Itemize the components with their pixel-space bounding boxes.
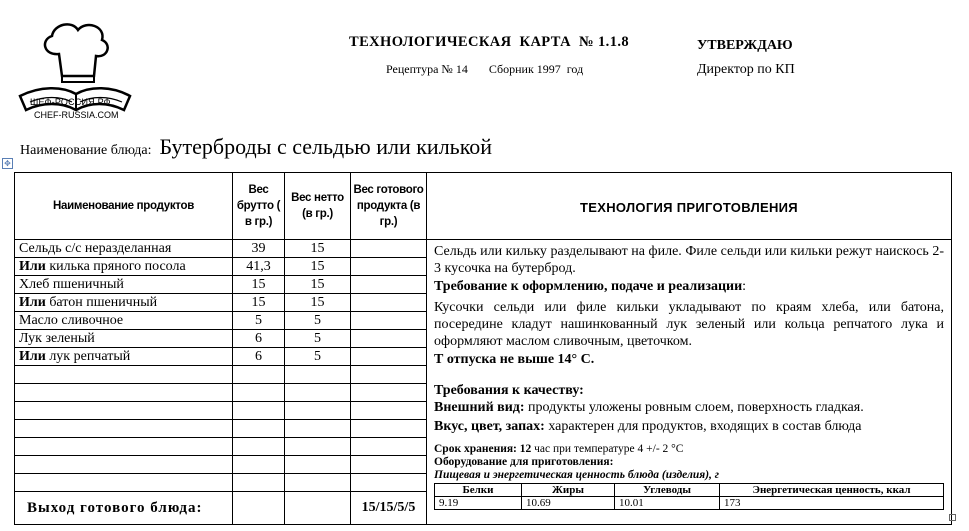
ingredient-name: Или лук репчатый: [15, 348, 233, 366]
dish-line: [20, 134, 492, 160]
ready-weight: [351, 330, 427, 348]
energy-header: Энергетическая ценность, ккал: [720, 484, 944, 497]
empty-cell: [15, 456, 233, 474]
empty-cell: [15, 366, 233, 384]
table-move-handle-icon[interactable]: ✥: [2, 158, 13, 169]
empty-cell: [351, 402, 427, 420]
net-weight: 5: [285, 312, 351, 330]
ingredient-name: Масло сливочное: [15, 312, 233, 330]
empty-cell: [285, 456, 351, 474]
empty-cell: [351, 366, 427, 384]
empty-cell: [351, 456, 427, 474]
carbs-header: Углеводы: [615, 484, 720, 497]
ready-weight: [351, 240, 427, 258]
net-weight: 5: [285, 348, 351, 366]
technology-text: [427, 240, 952, 525]
net-weight: 15: [285, 240, 351, 258]
gross-weight: 39: [233, 240, 285, 258]
empty-cell: [285, 402, 351, 420]
output-label: Выход готового блюда:: [15, 492, 233, 525]
empty-cell: [285, 366, 351, 384]
protein-header: Белки: [435, 484, 522, 497]
empty-cell: [351, 438, 427, 456]
empty-cell: [15, 420, 233, 438]
empty-cell: [15, 384, 233, 402]
approve-label: УТВЕРЖДАЮ: [697, 38, 793, 53]
empty-cell: [233, 420, 285, 438]
empty-cell: [233, 492, 285, 525]
empty-cell: [351, 384, 427, 402]
table-resize-handle-icon[interactable]: [949, 514, 956, 521]
logo-text-ru: ШЕФ-РОССИЯ.РФ: [30, 97, 111, 107]
empty-cell: [15, 402, 233, 420]
ready-weight: [351, 294, 427, 312]
card-title: ТЕХНОЛОГИЧЕСКАЯ КАРТА № 1.1.8: [349, 34, 630, 50]
fat-header: Жиры: [522, 484, 615, 497]
empty-cell: [351, 420, 427, 438]
empty-cell: [285, 474, 351, 492]
ready-weight: [351, 276, 427, 294]
net-weight: 5: [285, 330, 351, 348]
dish-name: Бутерброды с сельдью или килькой: [159, 134, 493, 159]
equipment-line: Оборудование для приготовления:: [434, 456, 614, 468]
empty-cell: [233, 366, 285, 384]
dish-label: Наименование блюда:: [20, 143, 152, 158]
carbs-value: 10.01: [615, 497, 720, 510]
empty-cell: [351, 474, 427, 492]
recipe-info: Рецептура № 14 Сборник 1997 год: [386, 62, 584, 76]
gross-weight: 5: [233, 312, 285, 330]
col-products-header: Наименование продуктов: [15, 173, 233, 240]
empty-cell: [15, 438, 233, 456]
net-weight: 15: [285, 258, 351, 276]
storage-line: Срок хранения: 12 час при температуре 4 +/- 2 °С: [434, 443, 684, 455]
serving-paragraph: Кусочки сельди или филе кильки укладывают по краям хлеба, или батона, посередине кладут нашинкованный лук зеленый или кольца репчатого лука и оформляют маслом сливочным, цветочком.: [434, 300, 944, 349]
empty-cell: [233, 474, 285, 492]
gross-weight: 15: [233, 276, 285, 294]
empty-cell: [233, 402, 285, 420]
empty-cell: [285, 438, 351, 456]
ready-weight: [351, 348, 427, 366]
ready-weight: [351, 258, 427, 276]
serving-temperature: Т отпуска не выше 14° С.: [434, 352, 595, 367]
empty-cell: [285, 384, 351, 402]
col-gross-header: Вес брутто ( в гр.): [233, 173, 285, 240]
ingredient-name: Или батон пшеничный: [15, 294, 233, 312]
col-ready-header: Вес готового продукта (в гр.): [351, 173, 427, 240]
serving-heading: Требование к оформлению, подаче и реализации:: [434, 279, 747, 294]
fat-value: 10.69: [522, 497, 615, 510]
empty-cell: [233, 456, 285, 474]
ingredient-name: Или килька пряного посола: [15, 258, 233, 276]
col-net-header: Вес нетто (в гр.): [285, 173, 351, 240]
logo-text-en: CHEF-RUSSIA.COM: [34, 110, 119, 120]
empty-cell: [285, 420, 351, 438]
ingredient-name: Сельдь с/с неразделанная: [15, 240, 233, 258]
empty-cell: [233, 384, 285, 402]
empty-cell: [15, 474, 233, 492]
gross-weight: 15: [233, 294, 285, 312]
net-weight: 15: [285, 276, 351, 294]
taste-line: Вкус, цвет, запах: характерен для продуктов, входящих в состав блюда: [434, 419, 862, 434]
protein-value: 9.19: [435, 497, 522, 510]
ready-weight: [351, 312, 427, 330]
ingredient-name: Хлеб пшеничный: [15, 276, 233, 294]
ingredient-name: Лук зеленый: [15, 330, 233, 348]
gross-weight: 6: [233, 330, 285, 348]
gross-weight: 41,3: [233, 258, 285, 276]
quality-heading: Требования к качеству:: [434, 383, 584, 398]
output-value: 15/15/5/5: [351, 492, 427, 525]
tech-card-table: [14, 172, 952, 525]
director-label: Директор по КП: [697, 62, 795, 77]
nutrition-title: Пищевая и энергетическая ценность блюда (изделия), г: [434, 469, 720, 481]
energy-value: 173: [720, 497, 944, 510]
col-technology-header: ТЕХНОЛОГИЯ ПРИГОТОВЛЕНИЯ: [427, 173, 952, 240]
empty-cell: [233, 438, 285, 456]
appearance-line: Внешний вид: продукты уложены ровным слоем, поверхность гладкая.: [434, 400, 864, 415]
net-weight: 15: [285, 294, 351, 312]
gross-weight: 6: [233, 348, 285, 366]
empty-cell: [285, 492, 351, 525]
nutrition-table: [434, 483, 944, 510]
prep-paragraph: Сельдь или кильку разделывают на филе. Филе сельди или кильки режут наискось 2-3 кусочка на бутерброд.: [434, 244, 944, 276]
